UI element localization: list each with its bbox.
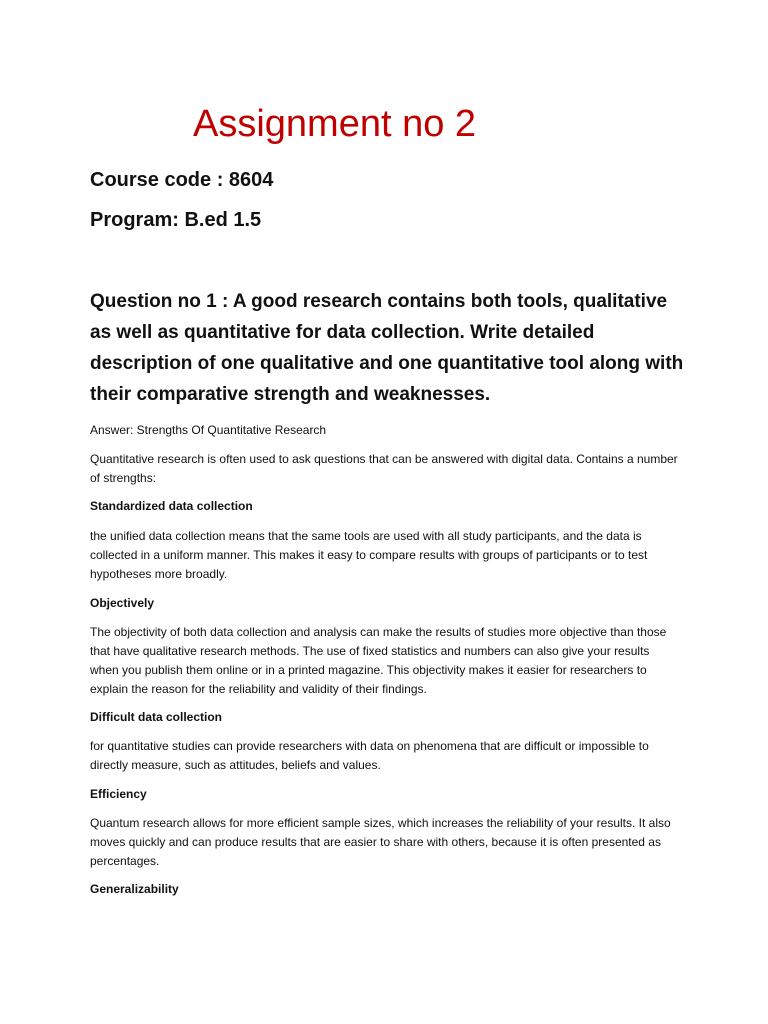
section-body-objectively: The objectivity of both data collection and analysis can make the results of studies more objective than those that have qualitative research methods. The use of fixed statistics and numbers can also give your results when you publish them online or in a printed magazine. This objectivity makes it easier for researchers to explain the reason for the reliability and validity of their findings. [90, 625, 667, 696]
section-body-efficiency: Quantum research allows for more efficient sample sizes, which increases the reliability of your results. It also moves quickly and can produce results that are easier to share with others, because it is often presented as percentages. [90, 816, 671, 868]
section-heading-efficiency: Efficiency [90, 787, 147, 801]
question-text: Question no 1 : A good research contains both tools, qualitative as well as quantitative for data collection. Write detailed description of one qualitative and one quantitative tool along with their comparative strength and weaknesses. [90, 291, 684, 405]
section-heading-objectively: Objectively [90, 596, 155, 610]
intro-paragraph: Quantitative research is often used to ask questions that can be answered with digital data. Contains a number of strengths: [90, 452, 678, 485]
answer-heading: Answer: Strengths Of Quantitative Research [90, 423, 327, 437]
course-code: Course code : 8604 [90, 169, 274, 191]
section-heading-difficult: Difficult data collection [90, 710, 223, 724]
section-heading-generalizability: Generalizability [90, 882, 179, 896]
section-heading-standardized: Standardized data collection [90, 499, 253, 513]
section-body-difficult: for quantitative studies can provide researchers with data on phenomena that are difficult or impossible to directly measure, such as attitudes, beliefs and values. [90, 739, 649, 772]
document-title: Assignment no 2 [193, 103, 477, 145]
program-name: Program: B.ed 1.5 [90, 209, 262, 231]
section-body-standardized: the unified data collection means that the same tools are used with all study participants, and the data is collected in a uniform manner. This makes it easy to compare results with groups of participants or to test hypotheses more broadly. [90, 529, 648, 581]
